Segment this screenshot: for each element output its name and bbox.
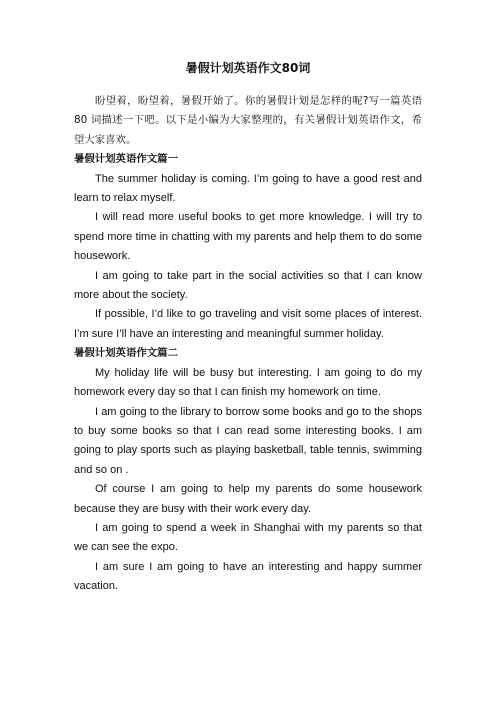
section-heading-2: 暑假计划英语作文篇二 <box>74 347 178 360</box>
intro-paragraph: 盼望着，盼望着，暑假开始了。你的暑假计划是怎样的呢?写一篇英语 80 词描述一下吧。以下是小编为大家整理的，有关暑假计划英语作文，希望大家喜欢。 <box>74 95 422 146</box>
section-1-paragraph: I will read more useful books to get more knowledge. I will try to spend more time in chatting with my parents and help them to do some housework. <box>74 211 422 263</box>
document-title: 暑假计划英语作文80词 <box>185 61 311 75</box>
section-1-paragraph: I am going to take part in the social activities so that I can know more about the society. <box>74 269 422 302</box>
section-2-paragraph: Of course I am going to help my parents do some housework because they are busy with their work every day. <box>74 483 422 515</box>
section-2-paragraph: I am sure I am going to have an interesting and happy summer vacation. <box>74 560 422 593</box>
document-body <box>74 92 422 597</box>
section-1-paragraph: The summer holiday is coming. I’m going to have a good rest and learn to relax myself. <box>74 172 422 205</box>
section-1-paragraph: If possible, I’d like to go traveling and visit some places of interest. I’m sure I’ll have an interesting and meaningful summer holiday. <box>74 308 422 340</box>
section-2-paragraph: My holiday life will be busy but interesting. I am going to do my homework every day so that I can finish my homework on time. <box>74 366 422 399</box>
section-heading-1: 暑假计划英语作文篇一 <box>74 153 178 166</box>
section-2-paragraph: I am going to the library to borrow some books and go to the shops to buy some books so that I can read some interesting books. I am going to play sports such as playing basketball, table tennis, swimming and so on . <box>74 405 422 476</box>
section-2-paragraph: I am going to spend a week in Shanghai with my parents so that we can see the expo. <box>74 521 422 554</box>
